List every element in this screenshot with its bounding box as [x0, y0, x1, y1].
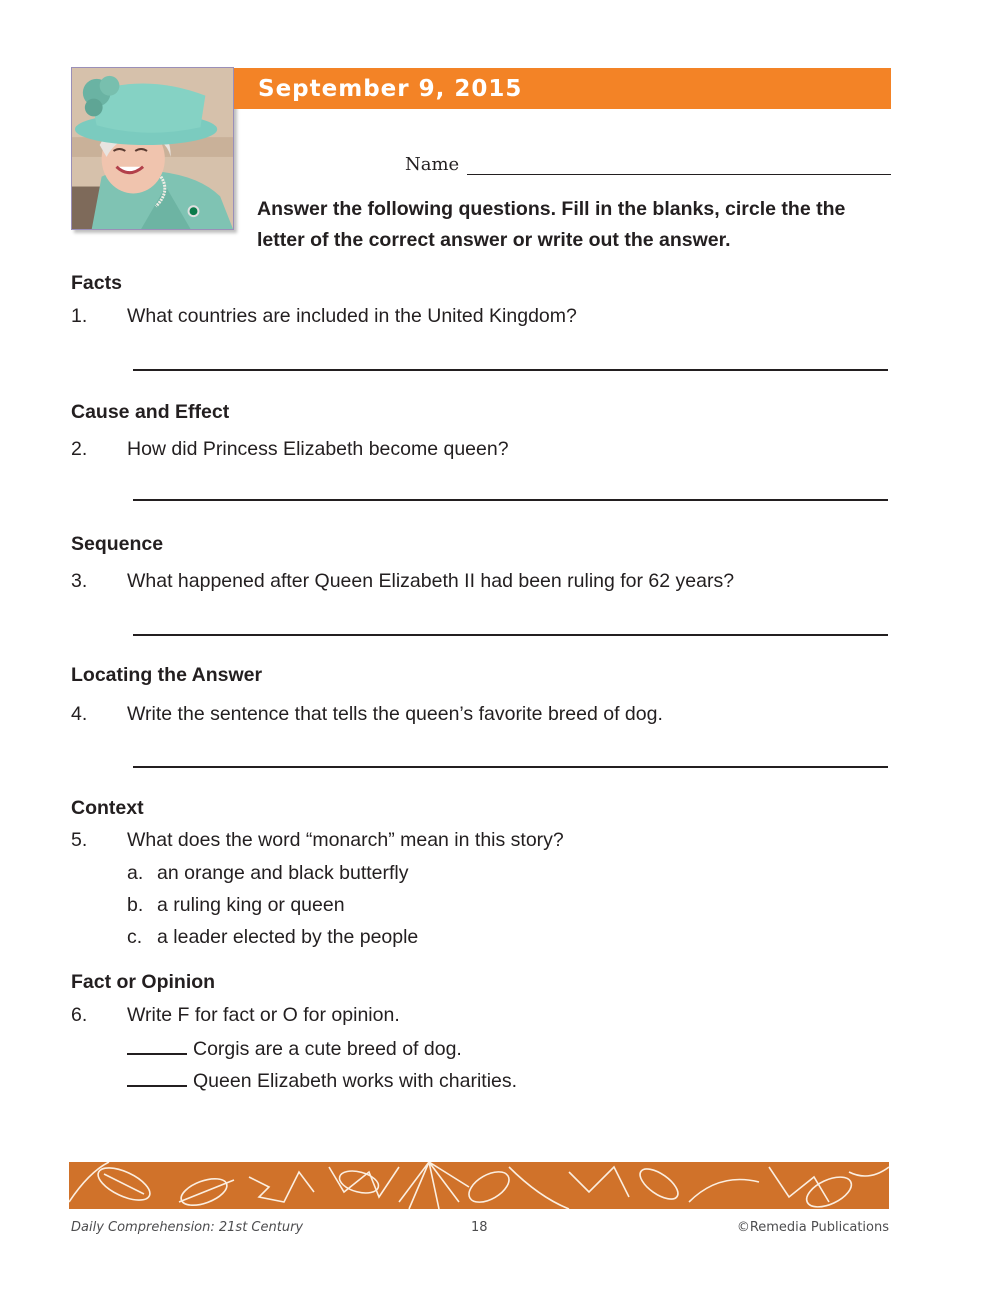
section-heading-cause-effect: Cause and Effect: [71, 401, 230, 423]
choice-text: a leader elected by the people: [157, 926, 419, 948]
section-heading-facts: Facts: [71, 272, 122, 294]
question-text: What countries are included in the United Kingdom?: [127, 305, 577, 327]
question-text: Write F for fact or O for opinion.: [127, 1004, 400, 1026]
choice-letter: a.: [127, 862, 144, 884]
fact-opinion-statement: [127, 1037, 462, 1061]
fact-opinion-blank[interactable]: [127, 1069, 187, 1087]
choice-b[interactable]: [127, 894, 345, 917]
section-heading-fact-opinion: Fact or Opinion: [71, 971, 216, 993]
answer-line[interactable]: [133, 766, 888, 768]
statement-text: Queen Elizabeth works with charities.: [193, 1070, 518, 1092]
choice-text: a ruling king or queen: [157, 894, 345, 916]
choice-text: an orange and black butterfly: [157, 862, 409, 884]
date-banner: September 9, 2015: [234, 68, 891, 109]
instructions: Answer the following questions. Fill in the blanks, circle the the letter of the correct answer or write out the answer.: [257, 198, 846, 251]
name-field[interactable]: [405, 147, 891, 175]
statement-text: Corgis are a cute breed of dog.: [193, 1038, 462, 1060]
name-label: Name: [405, 154, 460, 175]
question-text: What does the word “monarch” mean in this story?: [127, 829, 564, 851]
section-heading-context: Context: [71, 797, 144, 819]
question-number: 3.: [71, 570, 88, 592]
question-number: 5.: [71, 829, 88, 851]
question-number: 1.: [71, 305, 88, 327]
leaf-pattern-icon: [69, 1162, 889, 1209]
question-number: 2.: [71, 438, 88, 460]
question-number: 6.: [71, 1004, 88, 1026]
section-heading-locating-answer: Locating the Answer: [71, 664, 263, 686]
leaf-pattern-band: [69, 1162, 889, 1209]
choice-a[interactable]: [127, 862, 409, 885]
answer-line[interactable]: [133, 369, 888, 371]
choice-letter: b.: [127, 894, 144, 916]
choice-letter: c.: [127, 926, 143, 948]
footer-publisher: ©Remedia Publications: [736, 1220, 889, 1235]
fact-opinion-blank[interactable]: [127, 1037, 187, 1055]
question-text: How did Princess Elizabeth become queen?: [127, 438, 509, 460]
answer-line[interactable]: [133, 634, 888, 636]
fact-opinion-statement: [127, 1069, 517, 1093]
footer-book-title: Daily Comprehension: 21st Century: [71, 1220, 304, 1235]
portrait-icon: [72, 68, 233, 229]
page-number: 18: [471, 1220, 488, 1235]
name-input-line[interactable]: [467, 151, 891, 175]
choice-c[interactable]: [127, 926, 418, 949]
queen-portrait-photo: [71, 67, 234, 230]
question-text: What happened after Queen Elizabeth II had been ruling for 62 years?: [127, 570, 735, 592]
answer-line[interactable]: [133, 499, 888, 501]
section-heading-sequence: Sequence: [71, 533, 164, 555]
question-number: 4.: [71, 703, 88, 725]
question-text: Write the sentence that tells the queen’s favorite breed of dog.: [127, 703, 663, 725]
